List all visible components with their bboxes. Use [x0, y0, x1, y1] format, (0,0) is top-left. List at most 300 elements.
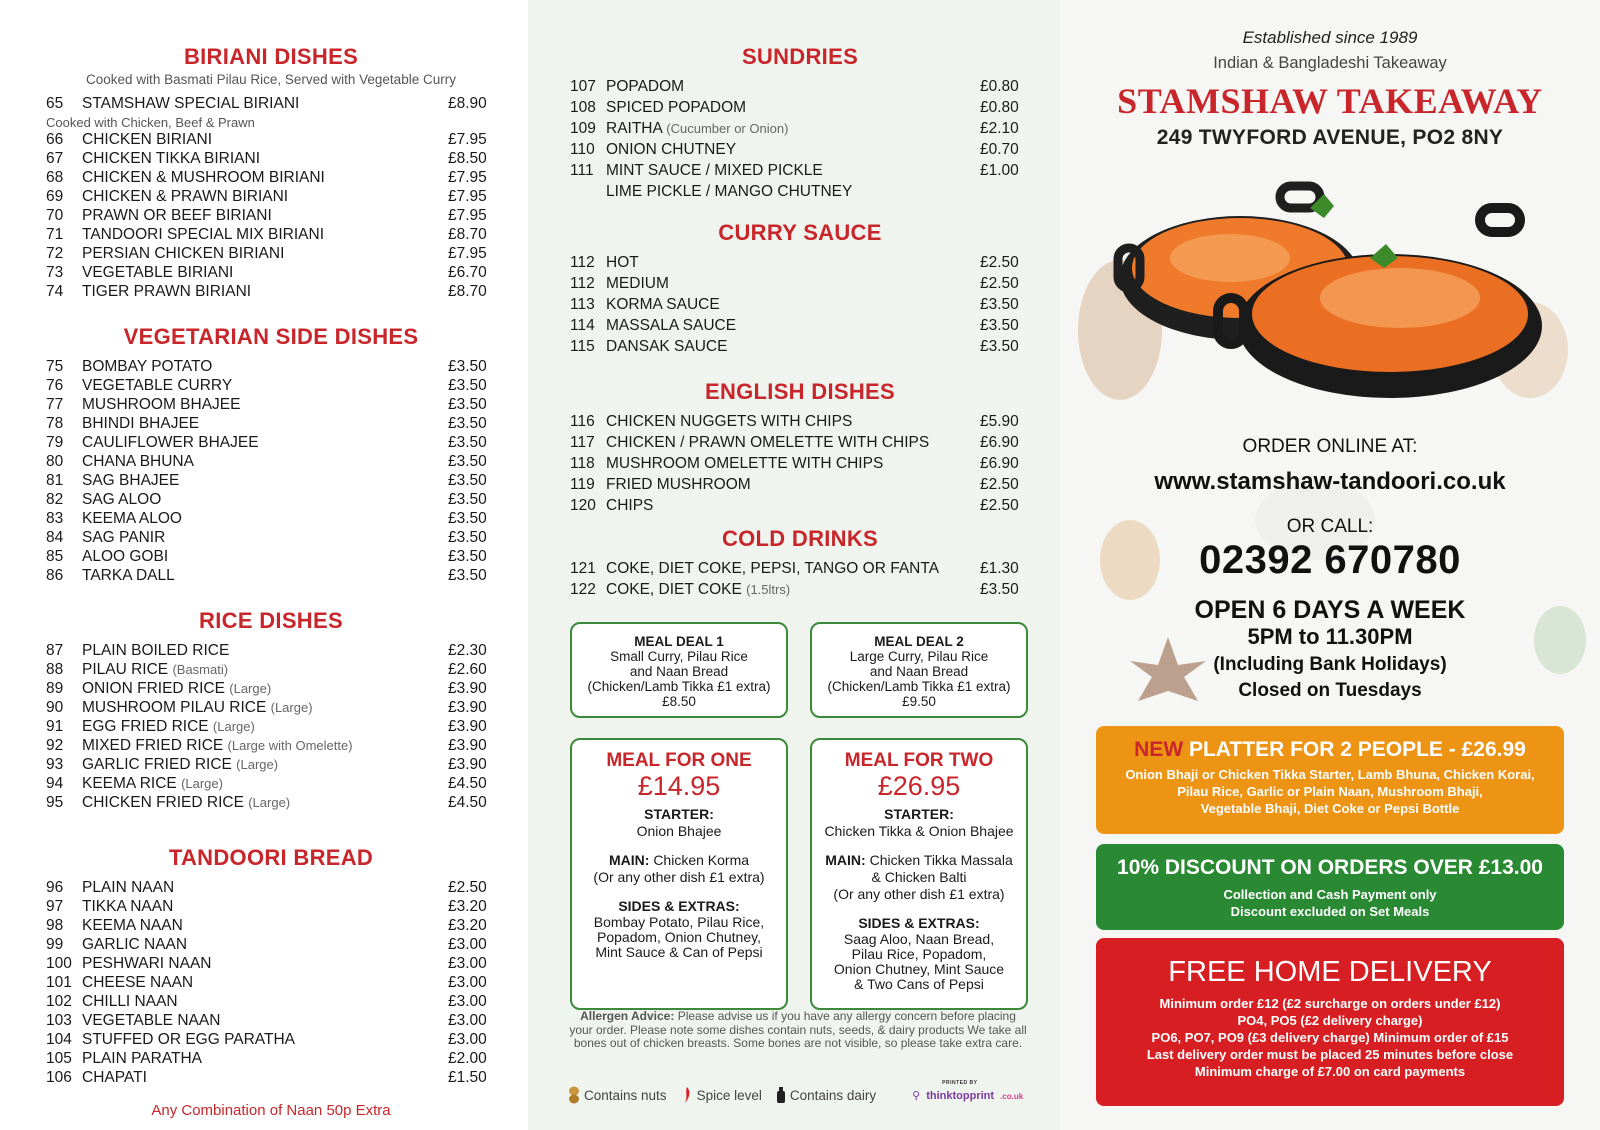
starter-text: Onion Bhajee: [636, 823, 722, 839]
item-number: 91: [46, 718, 64, 735]
item-number: 117: [570, 434, 595, 451]
item-number: 116: [570, 413, 595, 430]
item-number: 121: [570, 560, 596, 577]
item-extra: (Basmati): [172, 662, 229, 677]
item-name: COKE, DIET COKE, PEPSI, TANGO OR FANTA: [606, 560, 940, 577]
item-price: £3.50: [980, 581, 1019, 598]
discount-line: Collection and Cash Payment only: [1223, 887, 1437, 902]
item-price: £0.80: [980, 99, 1019, 116]
item-name-wrap: [82, 434, 448, 452]
menu-item: [570, 162, 1030, 183]
restaurant-name: STAMSHAW TAKEAWAY: [1117, 81, 1543, 121]
menu-item: [570, 254, 1030, 275]
item-name: KEEMA ALOO: [82, 510, 182, 527]
item-name-wrap: [606, 413, 980, 431]
item-price: £3.00: [448, 1012, 487, 1029]
item-name-wrap: [82, 680, 448, 698]
item-number: 92: [46, 737, 64, 754]
menu-item: [46, 898, 496, 917]
item-price: £1.30: [980, 560, 1019, 577]
menu-item: [570, 183, 1030, 204]
english-list: [570, 413, 1030, 518]
item-name-wrap: [82, 718, 448, 736]
item-name: PILAU RICE: [82, 661, 169, 678]
phone-number[interactable]: 02392 670780: [1199, 538, 1461, 582]
item-price: £3.00: [448, 1031, 487, 1048]
item-name: MIXED FRIED RICE: [82, 737, 224, 754]
item-number: 94: [46, 775, 64, 792]
item-name: MINT SAUCE / MIXED PICKLE: [606, 162, 823, 179]
item-name-wrap: [82, 131, 448, 149]
item-price: £3.20: [448, 917, 487, 934]
deal-title: MEAL DEAL 1: [634, 634, 724, 649]
menu-item: [570, 99, 1030, 120]
platter-offer: [1096, 726, 1564, 834]
item-name-wrap: [82, 472, 448, 490]
menu-item: [570, 120, 1030, 141]
item-name-wrap: [606, 434, 980, 452]
milk-bottle-icon: [776, 1086, 786, 1104]
main-label: MAIN:: [825, 852, 866, 868]
item-price: £3.50: [448, 529, 487, 546]
menu-item: [46, 661, 496, 680]
curry-list: [570, 254, 1030, 359]
item-number: 122: [570, 581, 596, 598]
biriani-subtitle: Cooked with Basmati Pilau Rice, Served with Vegetable Curry: [86, 72, 456, 87]
item-number: 105: [46, 1050, 72, 1067]
item-name-wrap: [82, 661, 448, 679]
delivery-line: PO6, PO7, PO9 (£3 delivery charge) Minimum order of £15: [1151, 1030, 1509, 1045]
menu-item: [570, 455, 1030, 476]
menu-item: [46, 358, 496, 377]
item-name: VEGETABLE NAAN: [82, 1012, 221, 1029]
item-name: CHICKEN TIKKA BIRIANI: [82, 150, 261, 167]
sides-line: & Two Cans of Pepsi: [854, 976, 984, 992]
menu-item: [46, 283, 496, 302]
item-number: 111: [570, 162, 594, 179]
item-price: £3.50: [980, 338, 1019, 355]
menu-column-middle: [528, 0, 1060, 1130]
main-note: (Or any other dish £1 extra): [593, 869, 765, 885]
item-number: 118: [570, 455, 595, 472]
item-price: £3.90: [448, 699, 487, 716]
nut-icon: [568, 1086, 580, 1104]
menu-item: [46, 377, 496, 396]
item-name: PESHWARI NAAN: [82, 955, 212, 972]
item-name-wrap: [606, 581, 980, 599]
item-name: RAITHA: [606, 120, 662, 137]
sides-line: Onion Chutney, Mint Sauce: [833, 961, 1005, 977]
item-price: £3.50: [448, 434, 487, 451]
item-number: 77: [46, 396, 64, 413]
item-price: £8.70: [448, 226, 487, 243]
order-online-label: ORDER ONLINE AT:: [1242, 436, 1418, 457]
item-name: TANDOORI SPECIAL MIX BIRIANI: [82, 226, 325, 243]
item-price: £8.70: [448, 283, 487, 300]
item-number: 107: [570, 78, 596, 95]
meal-for-two: [810, 738, 1028, 1010]
item-name: CHICKEN NUGGETS WITH CHIPS: [606, 413, 853, 430]
naan-footnote: Any Combination of Naan 50p Extra: [151, 1102, 391, 1119]
item-extra: (Large): [236, 757, 279, 772]
sundries-title: SUNDRIES: [741, 44, 859, 69]
meal-price: £26.95: [877, 771, 961, 801]
item-number: 112: [570, 254, 595, 271]
meal-title: MEAL FOR TWO: [844, 750, 994, 771]
sides-label: SIDES & EXTRAS:: [858, 915, 980, 931]
menu-item: [46, 396, 496, 415]
item-name: PRAWN OR BEEF BIRIANI: [82, 207, 272, 224]
item-name-wrap: [606, 455, 980, 473]
item-name-wrap: [606, 338, 980, 356]
item-number: 76: [46, 377, 64, 394]
menu-item: [46, 756, 496, 775]
item-name: SAG PANIR: [82, 529, 166, 546]
item-extra: (Large): [212, 719, 255, 734]
item-name-wrap: [82, 207, 448, 225]
bread-list: [46, 879, 496, 1088]
item-extra: (1.5ltrs): [746, 582, 791, 597]
established-text: Established since 1989: [1242, 28, 1418, 47]
item-number: 78: [46, 415, 64, 432]
item-extra: (Large with Omelette): [227, 738, 353, 753]
menu-item: [46, 188, 496, 207]
menu-item: [570, 560, 1030, 581]
closed-day: Closed on Tuesdays: [1238, 680, 1422, 701]
website-link[interactable]: www.stamshaw-tandoori.co.uk: [1154, 468, 1506, 495]
bread-title: TANDOORI BREAD: [168, 845, 374, 870]
platter-line: Vegetable Bhaji, Diet Coke or Pepsi Bottle: [1200, 801, 1460, 816]
item-number: 113: [570, 296, 595, 313]
sides-line: Mint Sauce & Can of Pepsi: [595, 944, 763, 960]
cuisine-type: Indian & Bangladeshi Takeaway: [1213, 54, 1447, 72]
item-number: 89: [46, 680, 64, 697]
deal-line: and Naan Bread: [629, 664, 729, 679]
menu-item: [46, 1012, 496, 1031]
item-name: TIKKA NAAN: [82, 898, 174, 915]
allergen-text: Please advise us if you have any allergy concern before placing your order. Please note some dishes contain nuts, seeds, & dairy products We take all bones out of chicken breasts. Some bones are not visible, so please take extra care.: [569, 1009, 1027, 1050]
drinks-list: [570, 560, 1030, 602]
biriani-note: Cooked with Chicken, Beef & Prawn: [46, 115, 255, 130]
rice-title: RICE DISHES: [199, 608, 343, 633]
printed-by-label: PRINTED BY: [942, 1079, 978, 1086]
item-price: £0.80: [980, 78, 1019, 95]
item-name-wrap: [82, 226, 448, 244]
menu-item: [46, 434, 496, 453]
item-price: £2.50: [980, 275, 1019, 292]
menu-item: [46, 95, 496, 114]
item-price: £5.90: [980, 413, 1019, 430]
main-text-2: & Chicken Balti: [871, 869, 967, 885]
item-name-wrap: [82, 879, 448, 897]
item-number: 88: [46, 661, 64, 678]
deal-line: (Chicken/Lamb Tikka £1 extra): [587, 679, 771, 694]
item-price: £2.50: [980, 497, 1019, 514]
menu-column-left: [0, 0, 528, 1130]
allergen-advice: [568, 1010, 1028, 1051]
item-name-wrap: [82, 510, 448, 528]
item-price: £7.95: [448, 188, 487, 205]
legend-spice: Spice level: [696, 1087, 762, 1103]
item-name: POPADOM: [606, 78, 685, 95]
item-name: BOMBAY POTATO: [82, 358, 213, 375]
item-price: £3.00: [448, 936, 487, 953]
bank-holidays-note: (Including Bank Holidays): [1213, 654, 1447, 675]
item-name-wrap: [82, 529, 448, 547]
item-name-wrap: [82, 264, 448, 282]
item-number: 97: [46, 898, 64, 915]
menu-item: [46, 955, 496, 974]
deal-price: £8.50: [662, 694, 696, 709]
item-number: 81: [46, 472, 64, 489]
item-number: 82: [46, 491, 64, 508]
item-name: CHICKEN & MUSHROOM BIRIANI: [82, 169, 325, 186]
item-name: CHICKEN / PRAWN OMELETTE WITH CHIPS: [606, 434, 930, 451]
item-name: MASSALA SAUCE: [606, 317, 737, 334]
item-extra: (Cucumber or Onion): [666, 121, 789, 136]
item-name-wrap: [82, 548, 448, 566]
curry-title: CURRY SAUCE: [718, 220, 882, 245]
item-number: 101: [46, 974, 72, 991]
platter-line: Pilau Rice, Garlic or Plain Naan, Mushroom Bhaji,: [1177, 784, 1483, 799]
menu-item: [570, 338, 1030, 359]
item-price: £3.50: [448, 377, 487, 394]
delivery-line: Last delivery order must be placed 25 minutes before close: [1146, 1047, 1514, 1062]
menu-item: [570, 476, 1030, 497]
item-number: 114: [570, 317, 595, 334]
item-name: PERSIAN CHICKEN BIRIANI: [82, 245, 285, 262]
starter-label: STARTER:: [644, 806, 714, 822]
allergen-label: Allergen Advice:: [580, 1009, 675, 1023]
menu-item: [46, 1031, 496, 1050]
curry-bowls-image: [1100, 168, 1560, 418]
item-name: KORMA SAUCE: [606, 296, 720, 313]
menu-item: [570, 317, 1030, 338]
item-price: £1.50: [448, 1069, 487, 1086]
item-number: 69: [46, 188, 64, 205]
sundries-list: [570, 78, 1030, 204]
biriani-title: BIRIANI DISHES: [183, 44, 359, 69]
item-name-wrap: [606, 476, 980, 494]
discount-line: Discount excluded on Set Meals: [1230, 904, 1430, 919]
item-price: £2.60: [448, 661, 487, 678]
item-price: £6.70: [448, 264, 487, 281]
item-name-wrap: [82, 396, 448, 414]
call-label: OR CALL:: [1286, 516, 1374, 537]
chilli-icon: [681, 1086, 693, 1104]
menu-item: [570, 78, 1030, 99]
item-name: MUSHROOM BHAJEE: [82, 396, 241, 413]
menu-item: [46, 974, 496, 993]
menu-item: [46, 680, 496, 699]
item-name: CHAPATI: [82, 1069, 147, 1086]
sides-line: Bombay Potato, Pilau Rice,: [593, 914, 765, 930]
item-price: £3.90: [448, 756, 487, 773]
menu-item: [46, 510, 496, 529]
item-name-wrap: [82, 1031, 448, 1049]
deal-price: £9.50: [902, 694, 936, 709]
main-text: Chicken Korma: [653, 852, 750, 868]
item-name-wrap: [82, 955, 448, 973]
item-name-wrap: [82, 917, 448, 935]
menu-item: [570, 141, 1030, 162]
delivery-line: Minimum charge of £7.00 on card payments: [1194, 1064, 1466, 1079]
item-name-wrap: [82, 188, 448, 206]
item-name: VEGETABLE BIRIANI: [82, 264, 234, 281]
item-number: 102: [46, 993, 72, 1010]
item-name-wrap: [82, 993, 448, 1011]
item-number: 90: [46, 699, 64, 716]
item-name: STAMSHAW SPECIAL BIRIANI: [82, 95, 300, 112]
deal-line: Small Curry, Pilau Rice: [610, 649, 748, 664]
sides-line: Popadom, Onion Chutney,: [597, 929, 761, 945]
menu-item: [46, 548, 496, 567]
item-name-wrap: [606, 497, 980, 515]
meal-deal-1: [570, 622, 788, 718]
veg-list: [46, 358, 496, 586]
item-price: £3.00: [448, 955, 487, 972]
item-name: GARLIC NAAN: [82, 936, 188, 953]
deal-line: Large Curry, Pilau Rice: [849, 649, 989, 664]
menu-item: [46, 529, 496, 548]
menu-item: [46, 264, 496, 283]
item-name: PLAIN PARATHA: [82, 1050, 203, 1067]
rice-list: [46, 642, 496, 813]
printer-tld: .co.uk: [1000, 1091, 1024, 1101]
item-name: ONION FRIED RICE: [82, 680, 225, 697]
meal-title: MEAL FOR ONE: [606, 750, 752, 771]
item-number: 84: [46, 529, 64, 546]
item-name-wrap: [82, 1050, 448, 1068]
item-name-wrap: [82, 1069, 448, 1087]
item-name-wrap: [82, 1012, 448, 1030]
item-name: STUFFED OR EGG PARATHA: [82, 1031, 295, 1048]
item-name: MEDIUM: [606, 275, 669, 292]
item-name-wrap: [606, 296, 980, 314]
item-price: £3.90: [448, 737, 487, 754]
menu-item: [570, 434, 1030, 455]
item-name-wrap: [82, 453, 448, 471]
legend-dairy: Contains dairy: [789, 1087, 877, 1103]
item-price: £2.10: [980, 120, 1019, 137]
deal-title: MEAL DEAL 2: [874, 634, 964, 649]
item-name: CHICKEN & PRAWN BIRIANI: [82, 188, 289, 205]
item-number: 66: [46, 131, 64, 148]
item-name: CHEESE NAAN: [82, 974, 194, 991]
drinks-title: COLD DRINKS: [721, 526, 879, 551]
item-price: £7.95: [448, 245, 487, 262]
english-title: ENGLISH DISHES: [704, 379, 895, 404]
menu-item: [46, 491, 496, 510]
item-extra: (Large): [270, 700, 313, 715]
item-price: £4.50: [448, 775, 487, 792]
item-number: 120: [570, 497, 596, 514]
icon-legend: [568, 1079, 1038, 1104]
item-price: £3.20: [448, 898, 487, 915]
item-number: 74: [46, 283, 64, 300]
item-name-wrap: [606, 254, 980, 272]
item-price: £3.50: [448, 567, 487, 584]
item-number: 83: [46, 510, 64, 527]
menu-item: [46, 415, 496, 434]
deal-line: and Naan Bread: [869, 664, 969, 679]
item-extra: (Large): [181, 776, 223, 791]
item-name: CHANA BHUNA: [82, 453, 194, 470]
item-name: DANSAK SAUCE: [606, 338, 728, 355]
item-number: 96: [46, 879, 64, 896]
item-name: PLAIN BOILED RICE: [82, 642, 230, 659]
starter-text: Chicken Tikka & Onion Bhajee: [824, 823, 1014, 839]
item-number: 95: [46, 794, 64, 811]
item-price: £3.50: [448, 358, 487, 375]
item-name-wrap: [606, 560, 980, 578]
menu-item: [46, 917, 496, 936]
item-price: £3.50: [448, 510, 487, 527]
menu-item: [46, 453, 496, 472]
item-number: 85: [46, 548, 64, 565]
menu-item: [46, 794, 496, 813]
menu-item: [46, 245, 496, 264]
item-number: 119: [570, 476, 595, 493]
menu-item: [46, 642, 496, 661]
item-price: £3.50: [980, 317, 1019, 334]
item-name: ONION CHUTNEY: [606, 141, 737, 158]
sides-line: Saag Aloo, Naan Bread,: [843, 931, 995, 947]
deal-line: (Chicken/Lamb Tikka £1 extra): [827, 679, 1011, 694]
item-price: £3.50: [448, 453, 487, 470]
menu-item: [46, 169, 496, 188]
main-label: MAIN:: [608, 852, 650, 868]
item-price: £7.95: [448, 169, 487, 186]
main-note: (Or any other dish £1 extra): [833, 886, 1005, 902]
item-price: £7.95: [448, 131, 487, 148]
item-number: 106: [46, 1069, 72, 1086]
item-number: 112: [570, 275, 595, 292]
item-name: TIGER PRAWN BIRIANI: [82, 283, 252, 300]
new-badge: NEW: [1134, 738, 1184, 761]
item-name: BHINDI BHAJEE: [82, 415, 200, 432]
item-number: 71: [46, 226, 64, 243]
item-name-wrap: [82, 756, 448, 774]
item-name-wrap: [606, 275, 980, 293]
item-number: 115: [570, 338, 595, 355]
item-number: 93: [46, 756, 64, 773]
menu-item: [46, 936, 496, 955]
delivery-heading: FREE HOME DELIVERY: [1168, 956, 1492, 988]
menu-item: [46, 567, 496, 586]
item-name-wrap: [82, 169, 448, 187]
item-price: £2.50: [448, 879, 487, 896]
item-name-wrap: [606, 141, 980, 159]
item-number: 104: [46, 1031, 72, 1048]
menu-item: [570, 296, 1030, 317]
item-name: LIME PICKLE / MANGO CHUTNEY: [606, 183, 853, 200]
legend-nuts: Contains nuts: [584, 1087, 667, 1103]
item-number: 108: [570, 99, 596, 116]
item-number: 75: [46, 358, 64, 375]
printer-name: thinktopprint: [926, 1089, 995, 1102]
item-price: £3.90: [448, 680, 487, 697]
item-name-wrap: [82, 974, 448, 992]
menu-item: [46, 737, 496, 756]
menu-item: [46, 699, 496, 718]
meal-price: £14.95: [637, 771, 721, 801]
item-name: CHILLI NAAN: [82, 993, 178, 1010]
item-price: £2.50: [980, 254, 1019, 271]
menu-item: [46, 1069, 496, 1088]
item-price: £3.50: [980, 296, 1019, 313]
menu-item: [570, 275, 1030, 296]
